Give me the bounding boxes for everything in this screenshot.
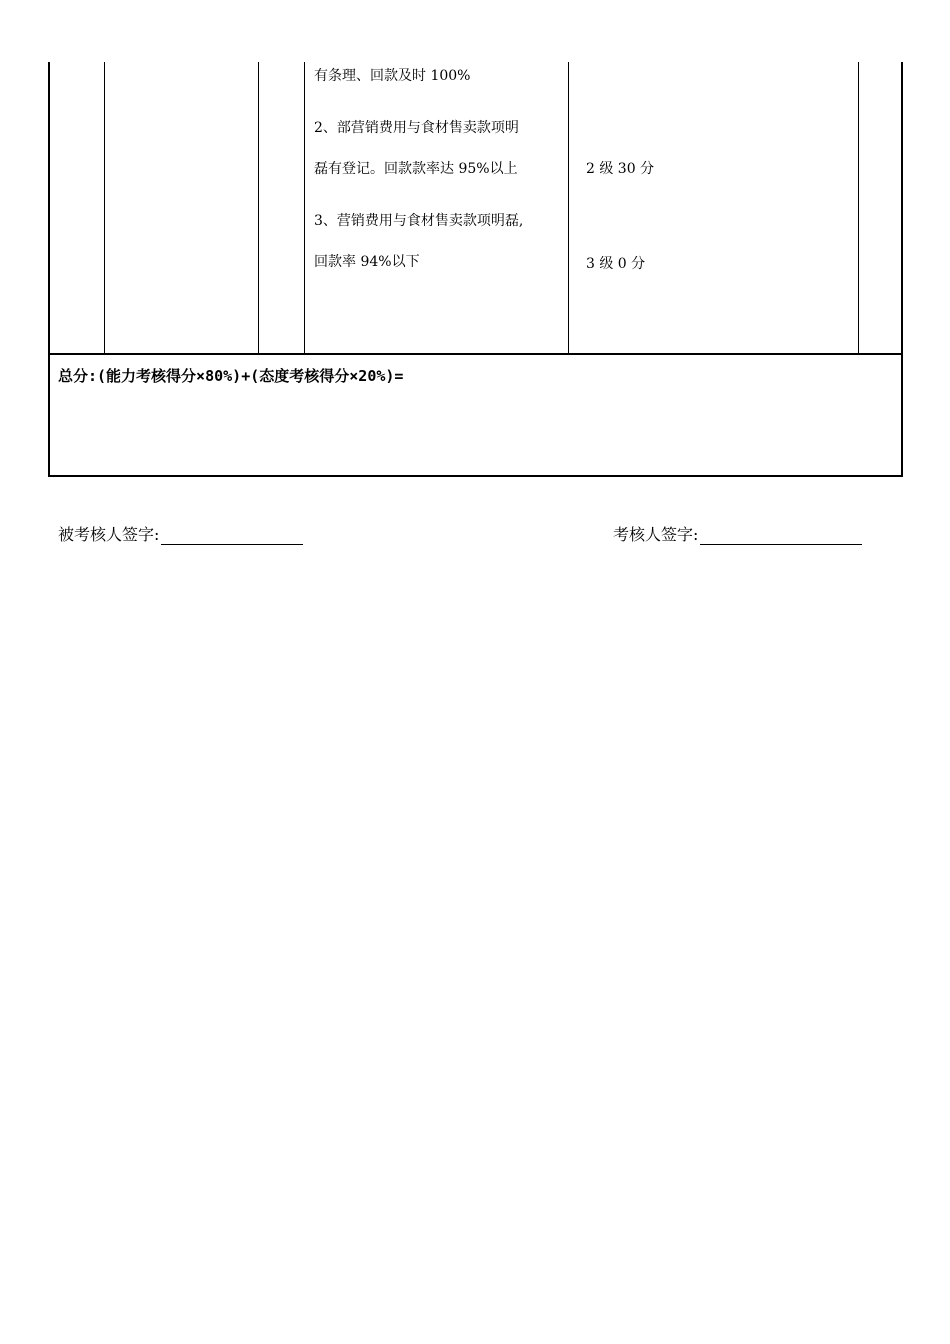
column-divider (858, 62, 859, 354)
criteria-item-3-line-2: 回款率 94%以下 (314, 254, 420, 270)
examinee-signature-line[interactable] (161, 526, 303, 545)
examinee-signature (58, 522, 303, 545)
total-score-label: 总分:(能力考核得分×80%)+(态度考核得分×20%)= (58, 367, 404, 385)
examiner-signature-line[interactable] (700, 526, 862, 545)
row-divider (48, 353, 903, 355)
criteria-line: 有条理、回款及时 100% (314, 68, 471, 84)
table-border-bottom (48, 475, 903, 477)
table-border-right (901, 62, 903, 477)
column-divider (258, 62, 259, 354)
assessment-table (48, 62, 903, 477)
column-divider (304, 62, 305, 354)
criteria-item-3-line-1: 3、营销费用与食材售卖款项明磊, (314, 213, 524, 229)
column-divider (568, 62, 569, 354)
criteria-item-2-line-2: 磊有登记。回款款率达 95%以上 (314, 161, 518, 177)
table-border-left (48, 62, 50, 477)
score-level-2: 2 级 30 分 (586, 161, 655, 177)
examinee-signature-label: 被考核人签字: (58, 525, 160, 544)
criteria-item-2-line-1: 2、部营销费用与食材售卖款项明 (314, 120, 519, 136)
examiner-signature (613, 522, 862, 545)
column-divider (104, 62, 105, 354)
score-level-3: 3 级 0 分 (586, 256, 646, 272)
examiner-signature-label: 考核人签字: (613, 525, 699, 544)
